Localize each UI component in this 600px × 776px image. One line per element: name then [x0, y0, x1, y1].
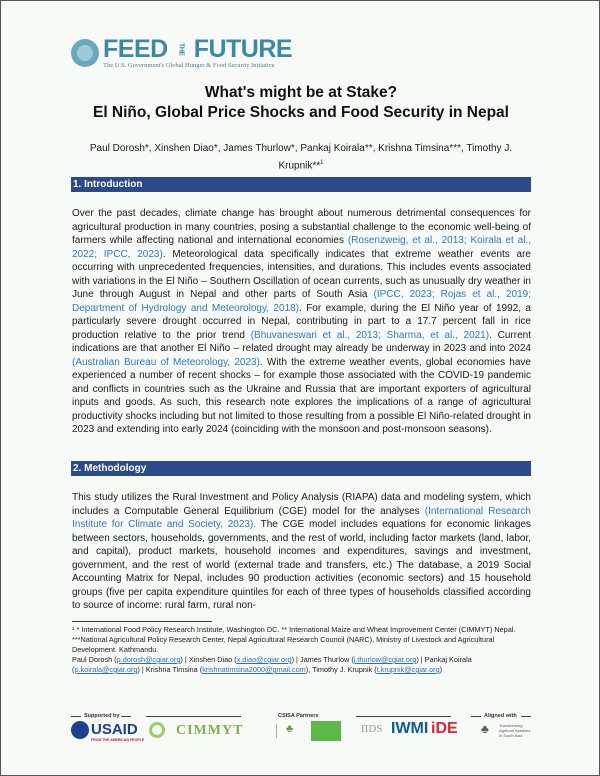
divider — [276, 724, 277, 738]
authors-line-1: Paul Dorosh*, Xinshen Diao*, James Thurlow*, Pankaj Koirala**, Krishna Timsina***, Timothy J. — [89, 143, 513, 154]
contact-separator: ) — [439, 665, 443, 674]
logo-text-feed: FEED — [103, 35, 168, 63]
body-text: . With the extreme weather events, global economies have experienced a number of recent shocks – for example those associated with the COVID-19 pandemic and conflicts in countries such as the Ukraine and Russia that are important exporters of agricultural inputs and goods. As such, this research note explores the implications of a range of agricultural productivity shocks including but not limited to those resulting from a possible El Niño-related drought in 2023 and extending into early 2024 (coinciding with the monsoon and post-monsoon seasons). — [72, 356, 531, 435]
email-link[interactable]: p.dorosh@cgiar.org — [116, 655, 181, 664]
divider — [121, 716, 131, 717]
contact-separator: ) | — [180, 655, 189, 664]
email-link[interactable]: p.koirala@cgiar.org — [74, 665, 138, 674]
body-text: Over the past decades, climate change has brought about numerous detrimental consequences for agricultural production in many countries, posing a substantial challenge to the economic well-being of farmers while affecting national and international economies — [72, 208, 531, 246]
divider — [71, 716, 81, 717]
citation-link[interactable]: (Australian Bureau of Meteorology, 2023) — [72, 356, 260, 368]
email-link[interactable]: krishnatimsina2000@gmail.com — [202, 665, 306, 674]
contact-name: Timothy J. Krupnik ( — [312, 665, 377, 674]
title-line-2: El Niño, Global Price Shocks and Food Security in Nepal — [92, 104, 509, 121]
usaid-logo: USAID — [91, 721, 138, 738]
footnote-divider — [72, 621, 212, 622]
logo-text-the: THE — [177, 42, 185, 56]
supported-by-label: Supported by — [84, 713, 120, 719]
divider — [471, 716, 481, 717]
email-link[interactable]: t.krupnik@cgiar.org — [376, 665, 440, 674]
citation-link[interactable]: (International Research Institute for Climate and Society, 2023). — [72, 505, 531, 530]
csisa-partners-label: CSISA Partners — [278, 713, 319, 719]
cgiar-initiative-text: Transforming Agrifood Systems in South Asia — [499, 723, 531, 738]
contact-separator: ), — [305, 665, 313, 674]
sponsor-logo-strip — [71, 713, 536, 749]
body-text: . For example, during the El Niño year of 1992, a particularly severe drought occurred in Nepal, contributing in part to a 17.7 percent fall in rice production relative to the prior trend — [72, 302, 531, 341]
usaid-tagline: FROM THE AMERICAN PEOPLE — [91, 738, 145, 742]
contact-name: Xinshen Diao ( — [188, 655, 237, 664]
body-text: The CGE model includes equations for economic linkages between sectors, households, governments, and the rest of world, including factor markets (land, labor, and capital), product markets, household incomes and expenditures, savings and investment, government, and the rest of world (external trade and transfers, etc.) The database, a 2019 Social Accounting Matrix for Nepal, includes 90 production activities (economic sectors) and 15 household groups (five per capita expenditure quintiles for each of three types of households classified according to source of income: rural farm, rural non- — [72, 519, 531, 611]
contact-name: Pankaj Koirala ( — [72, 655, 472, 674]
us-government-seal-icon — [71, 39, 99, 67]
contact-separator: ) | — [137, 665, 146, 674]
contact-separator: ) | — [416, 655, 425, 664]
email-link[interactable]: j.thurlow@cgiar.org — [353, 655, 417, 664]
iids-logo: IIDS — [361, 723, 383, 735]
contact-name: James Thurlow ( — [299, 655, 354, 664]
iwmi-logo: IWMI — [391, 720, 429, 737]
divider — [521, 716, 531, 717]
document-title — [61, 83, 541, 123]
introduction-paragraph — [72, 207, 531, 437]
usaid-seal-icon — [71, 721, 89, 739]
contact-separator: ) | — [291, 655, 300, 664]
divider — [356, 716, 451, 717]
email-link[interactable]: x.diao@cgiar.org — [236, 655, 292, 664]
title-line-1: What's might be at Stake? — [204, 84, 398, 101]
cgiar-plant-icon: ♣ — [481, 722, 489, 736]
narc-leaf-icon: ♣ — [286, 723, 294, 735]
methodology-paragraph — [72, 491, 531, 613]
citation-link[interactable]: (Bhuvaneswari et al., 2013; Sharma, et al., 2021) — [250, 329, 490, 341]
contact-name: Krishna Timsina ( — [145, 665, 203, 674]
section-heading-introduction: 1. Introduction — [71, 177, 531, 192]
citation-link[interactable]: (IPCC, 2023; Rojas et al., 2019; Department of Hydrology and Meteorology, 2018) — [72, 289, 531, 314]
author-list — [61, 142, 541, 173]
authors-line-2: Krupnik** — [278, 160, 321, 172]
cimmyt-logo: CIMMYT — [176, 723, 244, 738]
body-text: This study utilizes the Rural Investment and Policy Analysis (RIAPA) data and modeling system, which includes a Computable General Equilibrium (CGE) model for the analyses — [72, 492, 531, 517]
footnote-contacts — [72, 655, 532, 675]
divider — [146, 716, 241, 717]
partner-circle-logo-icon — [149, 722, 165, 738]
body-text: . Current indications are that another El Niño – related drought may already be underway in 2023 and into 2024 — [72, 329, 531, 354]
aligned-with-label: Aligned with — [484, 713, 517, 719]
citation-link[interactable]: (Rosenzweig, et al., 2013; Koirala et al., 2022; IPCC, 2023) — [72, 235, 532, 260]
feed-the-future-logo — [71, 35, 292, 71]
contact-name: Paul Dorosh ( — [72, 655, 117, 664]
ide-logo: iDE — [431, 720, 458, 737]
section-heading-methodology: 2. Methodology — [71, 461, 531, 476]
footnote-affiliations: ¹ * International Food Policy Research Institute, Washington DC. ** International Maize and Wheat Improvement Center (CIMMYT) Nepal. ***National Agricultural Policy Research Center, Nepal Agricultural Research Council (NARC), Ministry of Livestock and Agricultural Development. Kathmandu. — [72, 625, 516, 654]
footnote — [72, 625, 532, 675]
logo-subtitle: The U.S. Government's Global Hunger & Food Security Initiative — [103, 62, 275, 69]
narc-green-logo — [311, 721, 341, 741]
footnote-marker[interactable]: 1 — [320, 160, 324, 166]
logo-text-future: FUTURE — [193, 35, 293, 63]
body-text: . Meteorological data specifically indicates that extreme weather events are occurring with unprecedented frequencies, intensities, and durations. This includes events associated with variations in the El Niño – Southern Oscillation of ocean currents, such as unusually dry weather in June through August in Nepal and other parts of South Asia — [72, 248, 531, 300]
